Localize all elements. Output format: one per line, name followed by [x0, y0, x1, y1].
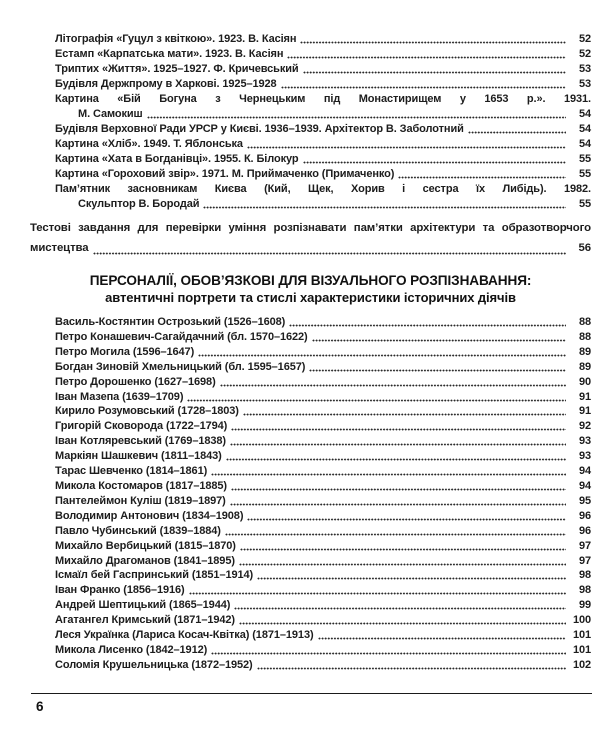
toc-entry	[30, 434, 591, 449]
toc-entry	[30, 345, 591, 360]
toc-entry-label: Іван Франко (1856–1916)	[55, 584, 185, 597]
toc-entry-label: мистецтва	[30, 241, 89, 254]
footer-divider	[31, 693, 592, 694]
toc-entry-wrapped-first-line: Пам’ятник засновникам Києва (Кий, Щек, Хорив і сестра їх Либідь). 1982.	[55, 183, 591, 195]
dots-leader	[189, 592, 566, 595]
page-number: 95	[578, 494, 591, 507]
toc-entry	[30, 360, 591, 375]
toc-entry	[30, 568, 591, 583]
dots-leader	[468, 131, 566, 134]
page-number: 96	[578, 509, 591, 522]
page-number: 53	[578, 63, 591, 75]
toc-entry-label: Картина «Гороховий звір». 1971. М. Приймаченко (Примаченко)	[55, 168, 395, 180]
dots-leader	[230, 503, 566, 506]
page-number: 92	[578, 420, 591, 433]
toc-entry-label: Михайло Вербицький (1815–1870)	[55, 539, 236, 552]
toc-entry-label: Павло Чубинський (1839–1884)	[55, 524, 221, 537]
dots-leader	[281, 86, 566, 89]
toc-entry	[30, 524, 591, 539]
page-number: 93	[578, 435, 591, 448]
toc-entry-label: Пантелеймон Куліш (1819–1897)	[55, 494, 226, 507]
toc-entry	[30, 509, 591, 524]
page-number: 52	[578, 33, 591, 45]
toc-entry	[30, 658, 591, 673]
toc-entry	[30, 239, 591, 259]
page-number: 88	[578, 316, 591, 328]
toc-entry	[30, 315, 591, 330]
toc-entry	[30, 613, 591, 628]
page-number: 96	[578, 524, 591, 537]
dots-leader	[225, 533, 566, 536]
dots-leader	[231, 428, 566, 431]
dots-leader	[247, 146, 566, 149]
toc-entry-label: М. Самокиш	[78, 108, 143, 120]
toc-entry-label: Ісмаїл бей Гаспринський (1851–1914)	[55, 569, 254, 582]
page-number: 102	[572, 658, 591, 671]
dots-leader	[303, 71, 566, 74]
page-number: 89	[578, 345, 591, 358]
dots-leader	[312, 339, 566, 342]
toc-entry-label: Агатангел Кримський (1871–1942)	[55, 614, 235, 627]
dots-leader	[398, 176, 566, 179]
toc-entry-label: Петро Конашевич-Сагайдачний (бл. 1570–1622)	[55, 330, 308, 343]
toc-entry	[30, 449, 591, 464]
toc-entry-label: Василь-Костянтин Острозький (1526–1608)	[55, 316, 286, 328]
dots-leader	[243, 413, 566, 416]
toc-entry-label: Кирило Розумовський (1728–1803)	[55, 405, 239, 418]
page-number: 99	[578, 599, 591, 612]
dots-leader	[240, 548, 566, 551]
toc-entry-label: Будівля Верховної Ради УРСР у Києві. 1936–1939. Архітектор В. Заболотний	[55, 123, 464, 135]
page-number: 100	[572, 614, 591, 627]
toc-entry	[30, 419, 591, 434]
page-number: 91	[578, 405, 591, 418]
toc-entry-label: Тарас Шевченко (1814–1861)	[55, 465, 208, 478]
page-number: 101	[572, 643, 591, 656]
dots-leader	[93, 252, 566, 255]
dots-leader	[147, 116, 566, 119]
toc-entry-label: Микола Костомаров (1817–1885)	[55, 479, 227, 492]
page-number: 89	[578, 360, 591, 373]
page-number: 97	[578, 554, 591, 567]
toc-entry-label: Естамп «Карпатська мати». 1923. В. Касіян	[55, 48, 284, 60]
toc-entry-label: Будівля Держпрому в Харкові. 1925–1928	[55, 78, 277, 90]
page-number: 91	[578, 390, 591, 403]
dots-leader	[289, 324, 566, 327]
dots-leader	[309, 369, 566, 372]
page-number: 101	[572, 629, 591, 642]
toc-entry	[30, 539, 591, 554]
dots-leader	[231, 488, 566, 491]
toc-entry	[30, 554, 591, 569]
toc-summary-paragraph	[30, 219, 591, 258]
dots-leader	[211, 473, 566, 476]
toc-entry	[30, 404, 591, 419]
dots-leader	[318, 637, 566, 640]
toc-entry	[30, 375, 591, 390]
toc-entry-label: Скульптор В. Бородай	[78, 198, 200, 210]
page-number: 94	[578, 479, 591, 492]
page-number: 94	[578, 465, 591, 478]
page-content-column	[30, 0, 591, 673]
page-number: 54	[578, 123, 591, 135]
page-number: 55	[578, 153, 591, 165]
toc-entry	[30, 494, 591, 509]
toc-entry	[30, 122, 591, 137]
toc-entry-label: Володимир Антонович (1834–1908)	[55, 509, 244, 522]
toc-entry	[30, 628, 591, 643]
dots-leader	[187, 399, 566, 402]
toc-entry-wrapped-first-line: Картина «Бій Богуна з Чернецьким під Монастирищем у 1653 р.». 1931.	[55, 93, 591, 105]
dots-leader	[234, 607, 566, 610]
toc-entry-label: Леся Українка (Лариса Косач-Квітка) (1871–1913)	[55, 629, 314, 642]
page-number: 98	[578, 584, 591, 597]
dots-leader	[230, 443, 566, 446]
personalities-section-subheading: автентичні портрети та стислі характеристики історичних діячів	[105, 290, 516, 305]
personalities-section-heading: ПЕРСОНАЛІЇ, ОБОВ’ЯЗКОВІ ДЛЯ ВІЗУАЛЬНОГО РОЗПІЗНАВАННЯ:	[89, 273, 532, 288]
toc-architecture-list	[30, 0, 591, 212]
page-number: 56	[578, 241, 591, 254]
dots-leader	[211, 652, 566, 655]
dots-leader	[198, 354, 566, 357]
page-number: 90	[578, 375, 591, 388]
toc-entry-label: Соломія Крушельницька (1872–1952)	[55, 658, 253, 671]
toc-entry-label: Петро Могила (1596–1647)	[55, 345, 195, 358]
toc-entry	[30, 77, 591, 92]
toc-entry-label: Іван Мазепа (1639–1709)	[55, 390, 184, 403]
footer-page-number: 6	[36, 699, 44, 714]
page-number: 54	[578, 108, 591, 120]
toc-entry	[30, 479, 591, 494]
dots-leader	[226, 458, 566, 461]
toc-entry	[30, 167, 591, 182]
dots-leader	[303, 161, 567, 164]
dots-leader	[220, 384, 566, 387]
dots-leader	[247, 518, 566, 521]
toc-entry	[30, 62, 591, 77]
toc-entry	[30, 47, 591, 62]
toc-entry-label: Іван Котляревський (1769–1838)	[55, 435, 226, 448]
toc-entry	[30, 152, 591, 167]
dots-leader	[257, 577, 566, 580]
page-number: 52	[578, 48, 591, 60]
page-number: 93	[578, 450, 591, 463]
dots-leader	[239, 563, 566, 566]
toc-entry	[30, 390, 591, 405]
page-number: 55	[578, 168, 591, 180]
toc-entry	[30, 583, 591, 598]
dots-leader	[287, 56, 566, 59]
toc-entry-label: Микола Лисенко (1842–1912)	[55, 643, 208, 656]
dots-leader	[257, 667, 566, 670]
toc-entry	[30, 464, 591, 479]
toc-entry-label: Григорій Сковорода (1722–1794)	[55, 420, 228, 433]
dots-leader	[300, 41, 566, 44]
toc-entry	[30, 197, 591, 212]
toc-entry-label: Картина «Хата в Богданівці». 1955. К. Білокур	[55, 153, 299, 165]
toc-entry	[30, 330, 591, 345]
page-number: 54	[578, 138, 591, 150]
toc-entry-label: Літографія «Гуцул з квіткою». 1923. В. Касіян	[55, 33, 297, 45]
toc-entry	[30, 643, 591, 658]
toc-entry-label: Картина «Хліб». 1949. Т. Яблонська	[55, 138, 243, 150]
page-number: 98	[578, 569, 591, 582]
toc-entry-label: Михайло Драгоманов (1841–1895)	[55, 554, 235, 567]
dots-leader	[239, 622, 566, 625]
toc-entry	[30, 598, 591, 613]
toc-entry	[30, 32, 591, 47]
toc-entry-wrapped-first-line: Тестові завдання для перевірки уміння розпізнавати пам’ятки архітектури та образотворчого	[30, 222, 591, 234]
page-number: 55	[578, 198, 591, 210]
page-number: 88	[578, 330, 591, 343]
toc-entry-label: Триптих «Життя». 1925–1927. Ф. Кричевський	[55, 63, 299, 75]
toc-entry-label: Маркіян Шашкевич (1811–1843)	[55, 450, 222, 463]
toc-entry-label: Петро Дорошенко (1627–1698)	[55, 375, 216, 388]
page-number: 97	[578, 539, 591, 552]
toc-entry	[30, 107, 591, 122]
dots-leader	[203, 206, 566, 209]
toc-entry-label: Андрей Шептицький (1865–1944)	[55, 599, 231, 612]
toc-entry	[30, 137, 591, 152]
toc-personalities-list	[30, 315, 591, 673]
toc-entry-label: Богдан Зиновій Хмельницький (бл. 1595–1657)	[55, 360, 306, 373]
page-number: 53	[578, 78, 591, 90]
